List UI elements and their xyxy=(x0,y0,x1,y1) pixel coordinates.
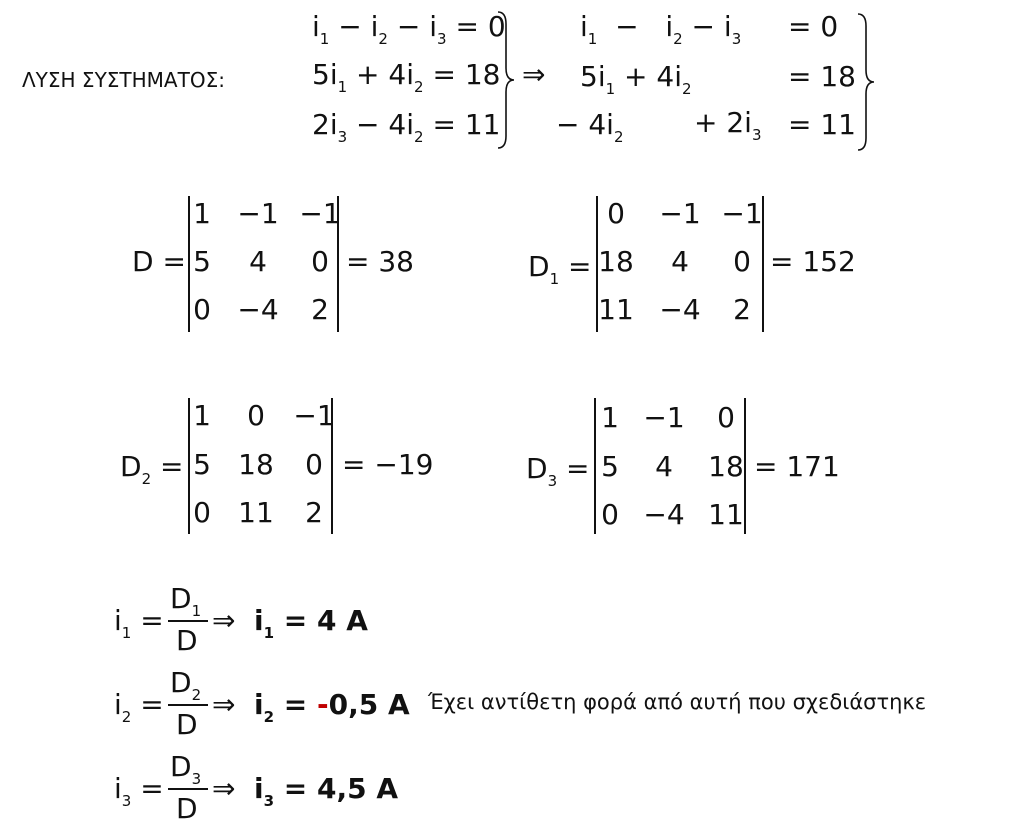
matrix-cell: 18 xyxy=(598,245,634,278)
rearranged-equation-3-rhs: = 11 xyxy=(788,108,856,141)
matrix-cell: 0 xyxy=(193,496,211,529)
matrix-cell: −1 xyxy=(293,399,335,432)
solution-i2-var: $i_2$ = xyxy=(114,688,164,726)
original-equation-3: $2i_3 - 4i_2 = 11$ xyxy=(312,108,501,146)
matrix-cell: −1 xyxy=(237,197,279,230)
matrix-cell: 1 xyxy=(193,399,211,432)
solution-i3-result: $i_3 = 4,5$ A xyxy=(254,772,399,810)
matrix-cell: 18 xyxy=(238,448,274,481)
rearranged-equation-2-rhs: = 18 xyxy=(788,60,856,93)
matrix-cell: 5 xyxy=(193,245,211,278)
matrix-cell: 5 xyxy=(193,448,211,481)
solution-i1-result: $i_1 = 4$ A xyxy=(254,604,368,642)
determinant-d2-result: = −19 xyxy=(342,448,434,481)
original-equation-1: $i_1 - i_2 - i_3 = 0$ xyxy=(312,10,506,48)
matrix-cell: 0 xyxy=(193,293,211,326)
rearranged-equation-2-terms: $5i_1 + 4i_2$ xyxy=(580,60,692,98)
matrix-cell: 4 xyxy=(655,450,673,483)
matrix-cell: 2 xyxy=(311,293,329,326)
determinant-d3-name: $D_3$ = xyxy=(526,452,590,490)
matrix-cell: −1 xyxy=(659,197,701,230)
determinant-d1-result: = 152 xyxy=(770,245,856,278)
matrix-cell: 1 xyxy=(193,197,211,230)
matrix-cell: −1 xyxy=(721,197,763,230)
solution-i3-implies: ⇒ xyxy=(212,772,236,805)
matrix-cell: 0 xyxy=(717,401,735,434)
matrix-cell: −4 xyxy=(643,498,685,531)
system-label: ΛΥΣΗ ΣΥΣΤΗΜΑΤΟΣ: xyxy=(22,68,225,92)
matrix-cell: 0 xyxy=(311,245,329,278)
determinant-d2-name: $D_2$ = xyxy=(120,450,184,488)
matrix-cell: 1 xyxy=(601,401,619,434)
matrix-cell: 2 xyxy=(733,293,751,326)
matrix-cell: 18 xyxy=(708,450,744,483)
solution-i2-numerator: $D_2$ xyxy=(170,666,202,704)
determinant-d-result: = 38 xyxy=(346,245,414,278)
matrix-cell: 0 xyxy=(733,245,751,278)
rearranged-equation-1-terms: $i_1$ − $i_2 - i_3$ xyxy=(580,10,742,48)
implies-arrow: ⇒ xyxy=(522,58,546,91)
rearranged-equation-3-neg-term: − $4i_2$ xyxy=(556,108,624,146)
solution-i1-implies: ⇒ xyxy=(212,604,236,637)
fraction-bar xyxy=(168,704,208,706)
solution-i2-implies: ⇒ xyxy=(212,688,236,721)
original-system-brace xyxy=(496,10,516,150)
determinant-d-name: D = xyxy=(132,245,186,278)
matrix-cell: 11 xyxy=(708,498,744,531)
fraction-bar xyxy=(168,788,208,790)
rearranged-equation-1-rhs: = 0 xyxy=(788,10,839,43)
solution-i3-denominator: D xyxy=(176,792,198,825)
matrix-cell: 4 xyxy=(249,245,267,278)
matrix-cell: 11 xyxy=(598,293,634,326)
matrix-cell: −4 xyxy=(659,293,701,326)
matrix-cell: 4 xyxy=(671,245,689,278)
matrix-cell: −4 xyxy=(237,293,279,326)
matrix-cell: 11 xyxy=(238,496,274,529)
matrix-cell: −1 xyxy=(299,197,341,230)
solution-i2-note: Έχει αντίθετη φορά από αυτή που σχεδιάστηκε xyxy=(428,690,927,714)
solution-i1-denominator: D xyxy=(176,624,198,657)
solution-i2-denominator: D xyxy=(176,708,198,741)
solution-i3-var: $i_3$ = xyxy=(114,772,164,810)
matrix-cell: 5 xyxy=(601,450,619,483)
matrix-cell: 0 xyxy=(247,399,265,432)
matrix-cell: 0 xyxy=(601,498,619,531)
matrix-cell: 0 xyxy=(607,197,625,230)
solution-i1-numerator: $D_1$ xyxy=(170,582,202,620)
fraction-bar xyxy=(168,620,208,622)
solution-i3-numerator: $D_3$ xyxy=(170,750,202,788)
determinant-d1-name: $D_1$ = xyxy=(528,250,592,288)
matrix-cell: 0 xyxy=(305,448,323,481)
rearranged-equation-3-plus-term: + $2i_3$ xyxy=(694,106,762,144)
negative-sign: - xyxy=(317,688,329,721)
determinant-d3-result: = 171 xyxy=(754,450,840,483)
solution-i1-var: $i_1$ = xyxy=(114,604,164,642)
original-equation-2: $5i_1 + 4i_2 = 18$ xyxy=(312,58,501,96)
solution-i2-result: $i_2 = -0,5$ A xyxy=(254,688,410,726)
matrix-cell: 2 xyxy=(305,496,323,529)
rearranged-system-brace xyxy=(856,12,876,152)
matrix-cell: −1 xyxy=(643,401,685,434)
